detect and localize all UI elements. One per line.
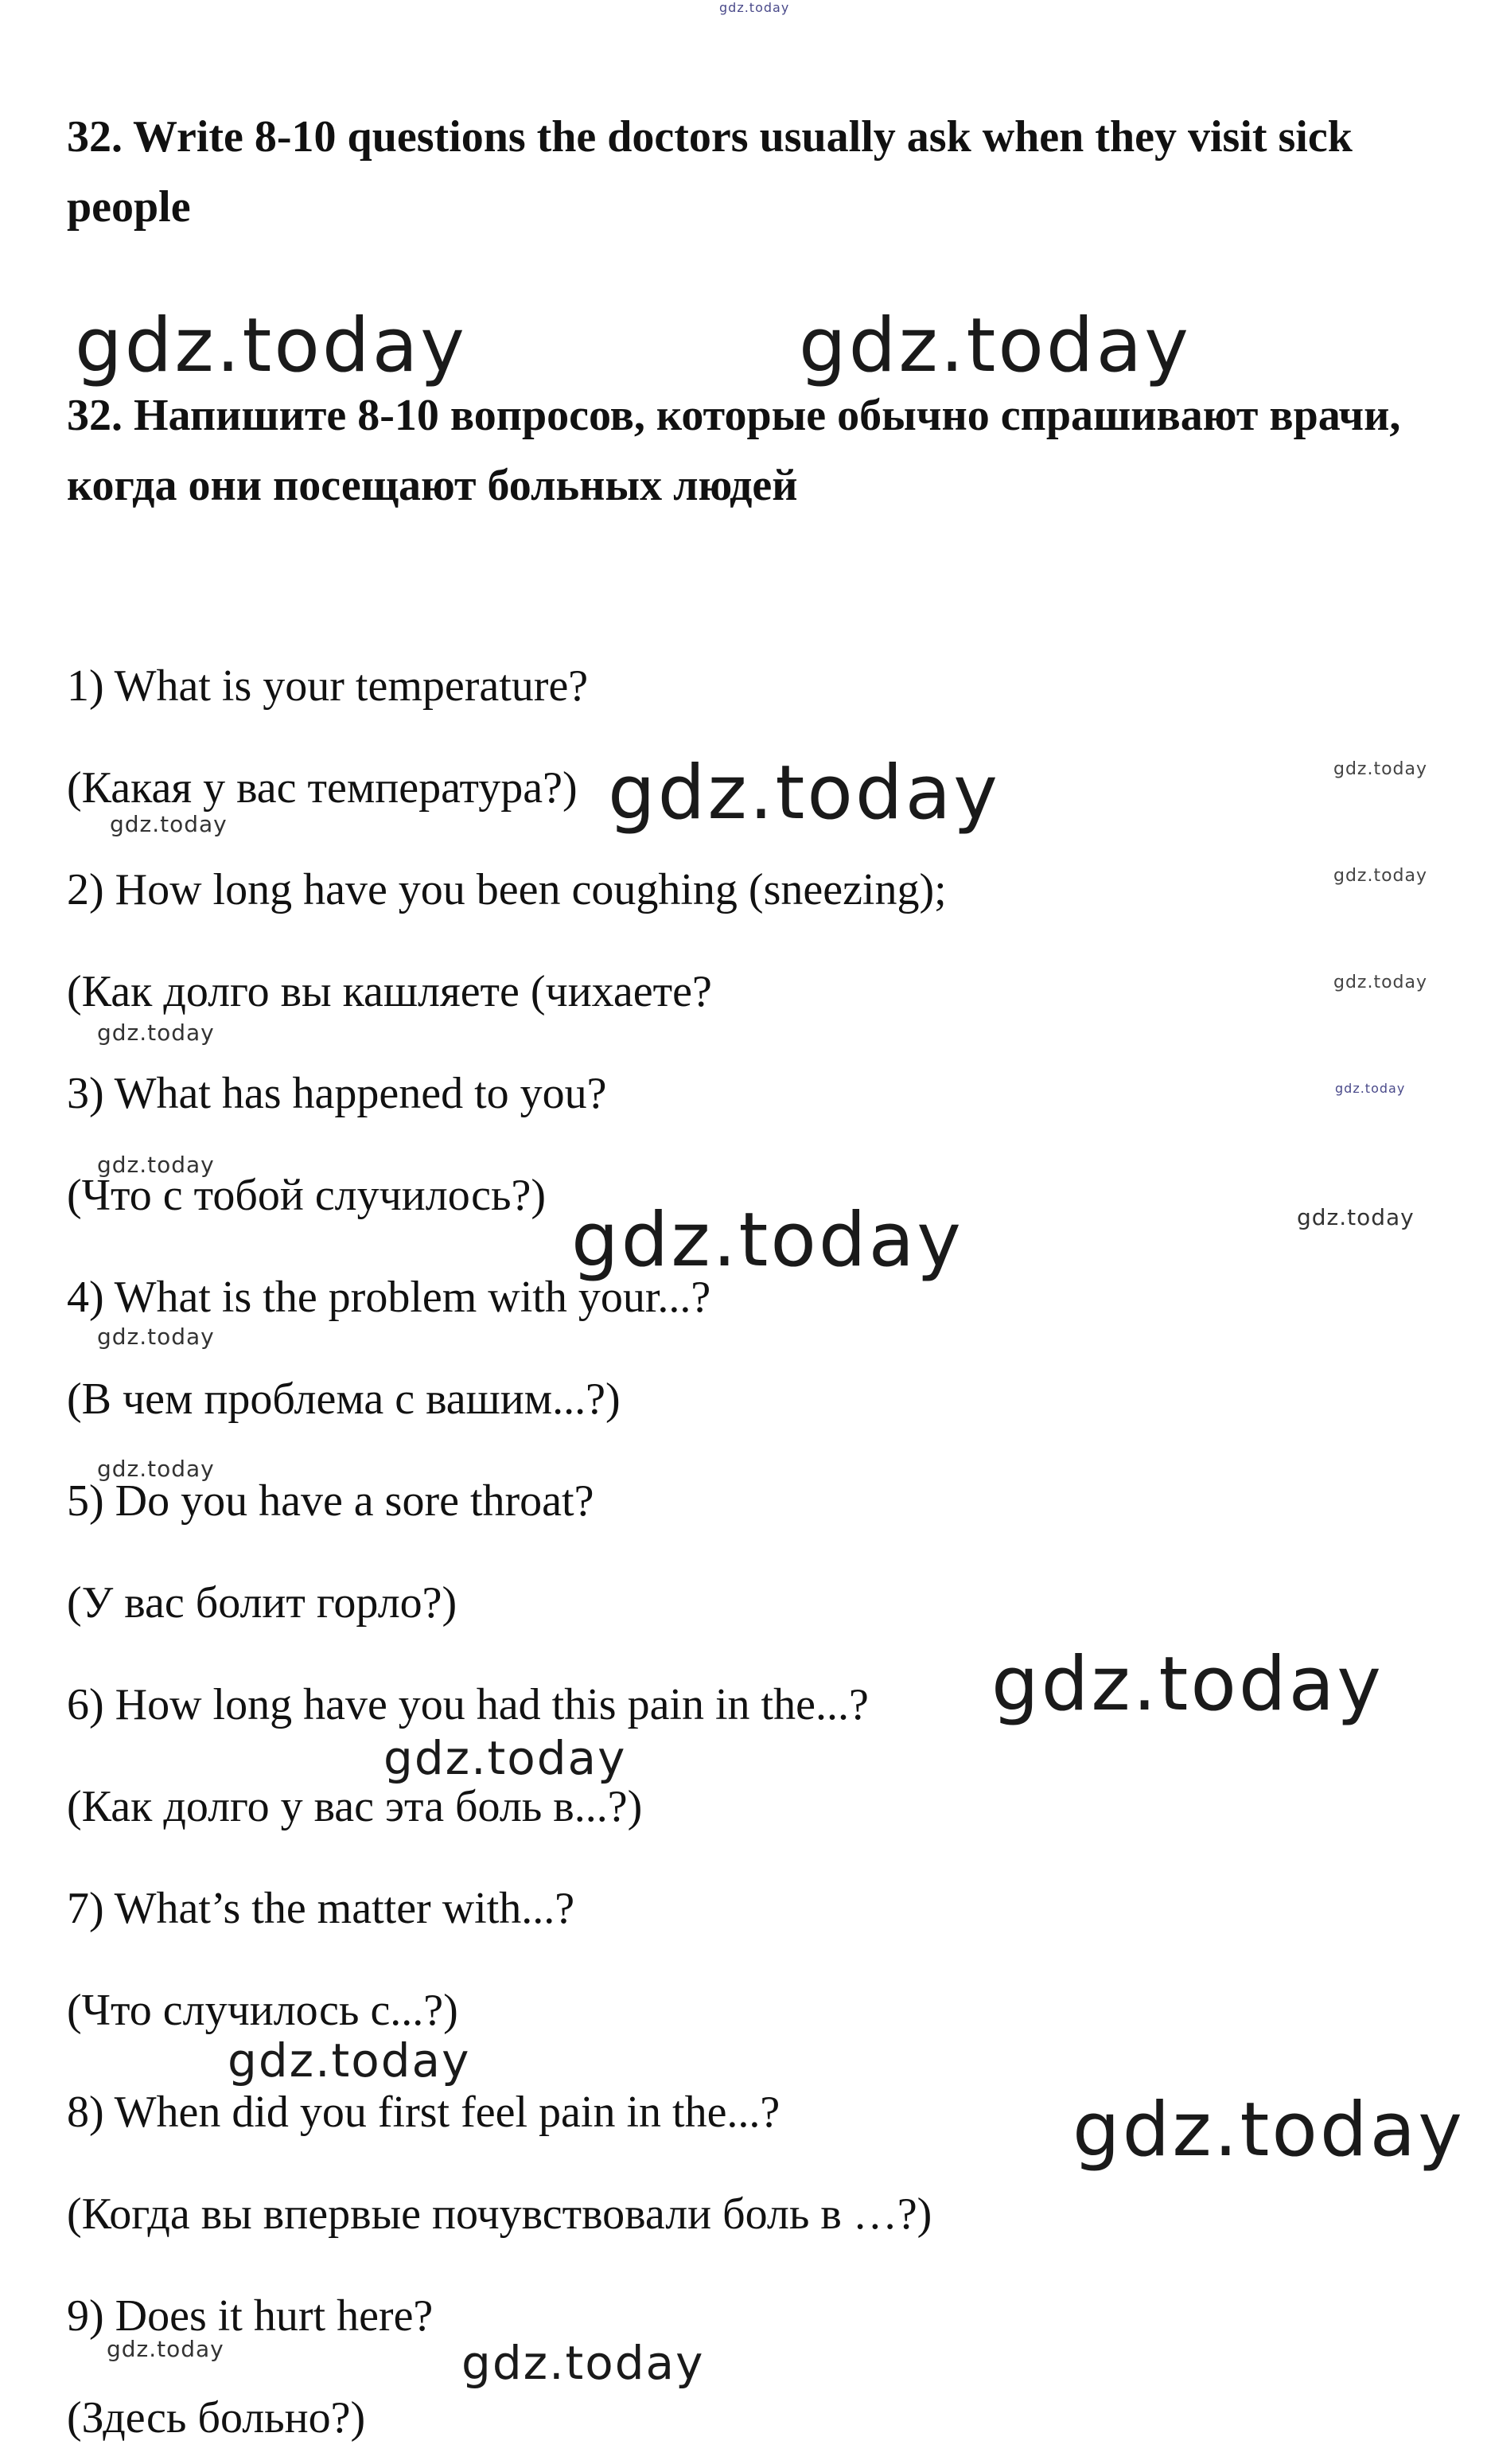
watermark: gdz.today	[1333, 866, 1428, 886]
answer-question-en: 4) What is the problem with your...?	[67, 1273, 711, 1322]
answer-question-en: 7) What’s the matter with...?	[67, 1884, 575, 1933]
watermark: gdz.today	[228, 2033, 471, 2088]
answer-translation-ru: (Здесь больно?)	[67, 2393, 366, 2443]
answer-question-en: 8) When did you first feel pain in the...?	[67, 2088, 780, 2137]
answer-question-en: 2) How long have you been coughing (sneezing);	[67, 865, 947, 914]
watermark: gdz.today	[461, 2336, 705, 2390]
watermark: gdz.today	[1297, 1204, 1415, 1230]
watermark: gdz.today	[97, 1020, 215, 1046]
answer-translation-ru: (Как долго у вас эта боль в...?)	[67, 1782, 643, 1831]
watermark: gdz.today	[799, 302, 1191, 389]
watermark: gdz.today	[107, 2336, 224, 2362]
answer-question-en: 6) How long have you had this pain in the...?	[67, 1680, 869, 1729]
watermark: gdz.today	[383, 1731, 627, 1785]
answer-question-en: 3) What has happened to you?	[67, 1069, 607, 1118]
answer-question-en: 9) Does it hurt here?	[67, 2291, 434, 2341]
watermark: gdz.today	[1335, 1081, 1406, 1096]
watermark: gdz.today	[1072, 2087, 1465, 2174]
answer-translation-ru: (Как долго вы кашляете (чихаете?	[67, 967, 712, 1016]
watermark: gdz.today	[75, 302, 467, 389]
answer-translation-ru: (Когда вы впервые почувствовали боль в …?)	[67, 2189, 932, 2239]
watermark: gdz.today	[571, 1197, 963, 1284]
answer-question-en: 1) What is your temperature?	[67, 661, 589, 711]
watermark: gdz.today	[97, 1152, 215, 1178]
watermark: gdz.today	[719, 0, 790, 15]
watermark: gdz.today	[991, 1641, 1384, 1728]
answer-translation-ru: (Какая у вас температура?)	[67, 763, 578, 813]
answer-question-en: 5) Do you have a sore throat?	[67, 1476, 594, 1526]
watermark: gdz.today	[97, 1456, 215, 1482]
answer-translation-ru: (У вас болит горло?)	[67, 1578, 457, 1628]
answer-translation-ru: (Что с тобой случилось?)	[67, 1171, 546, 1220]
watermark: gdz.today	[1333, 973, 1428, 992]
watermark: gdz.today	[97, 1324, 215, 1350]
task-title-russian: 32. Напишите 8-10 вопросов, которые обычно спрашивают врачи, когда они посещают больных людей	[67, 391, 1401, 510]
watermark: gdz.today	[608, 750, 1000, 836]
watermark: gdz.today	[1333, 759, 1428, 779]
answer-translation-ru: (Что случилось с...?)	[67, 1986, 458, 2035]
answer-translation-ru: (В чем проблема с вашим...?)	[67, 1374, 621, 1424]
watermark: gdz.today	[110, 811, 228, 837]
task-title-english: 32. Write 8-10 questions the doctors usually ask when they visit sick people	[67, 112, 1353, 232]
